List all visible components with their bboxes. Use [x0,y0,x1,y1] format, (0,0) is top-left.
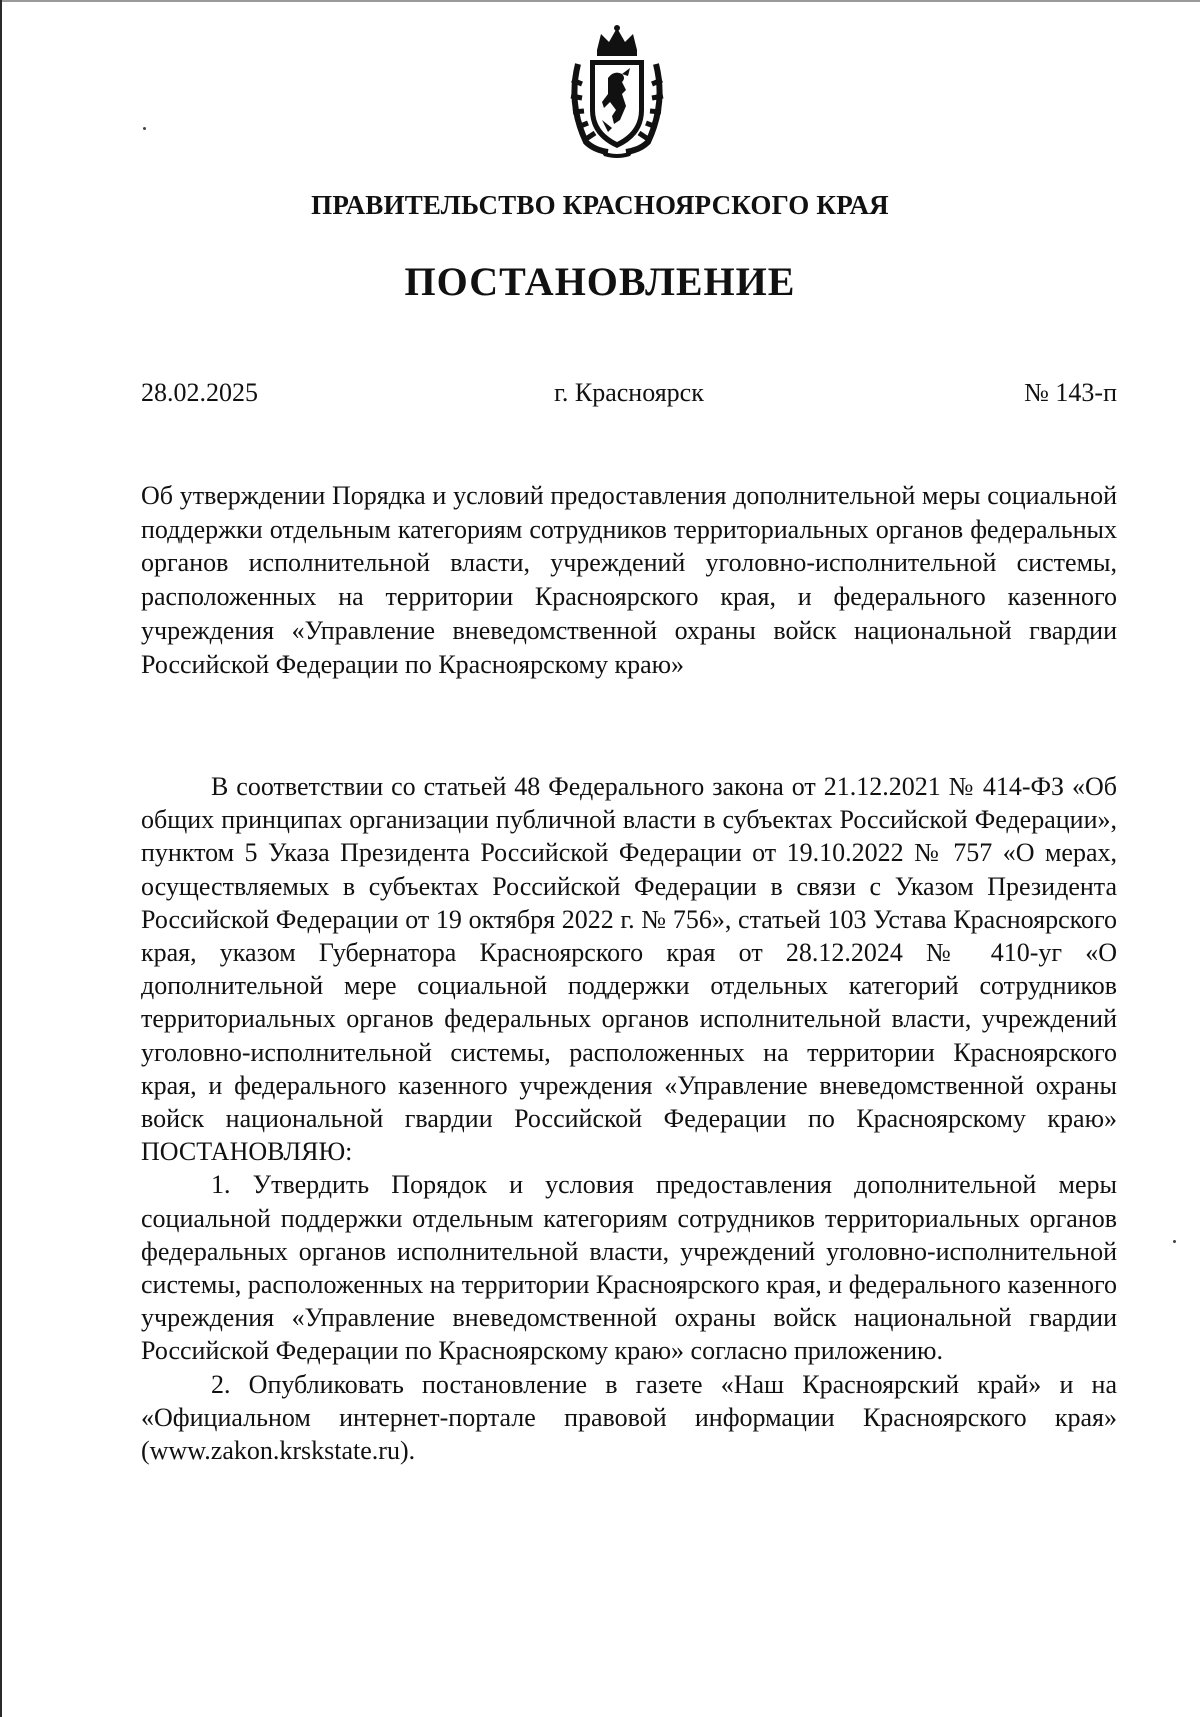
document-city: г. Красноярск [554,378,704,407]
item-2-paragraph: 2. Опубликовать постановление в газете «Наш Красноярский край» и на «Официальном интернет-портале правовой информации Красноярского края» (www.zakon.krskstate.ru). [141,1369,1117,1466]
preamble-paragraph: В соответствии со статьей 48 Федерального закона от 21.12.2021 № 414-ФЗ «Об общих принципах организации публичной власти в субъектах Российской Федерации», пунктом 5 Указа Президента Российской Федерации от 19.10.2022 № 757 «О мерах, осуществляемых в субъектах Российской Федерации в связи с Указом Президента Российской Федерации от 19 октября 2022 г. № 756», статьей 103 Устава Красноярского края, указом Губернатора Красноярского края от 28.12.2024 № 410-уг «О дополнительной мере социальной поддержки отдельных категорий сотрудников территориальных органов федеральных органов исполнительной власти, учреждений уголовно-исполнительной системы, расположенных на территории Красноярского края, и федерального казенного учреждения «Управление вневедомственной охраны войск национальной гвардии Российской Федерации по Красноярскому краю» ПОСТАНОВЛЯЮ: [141,772,1117,1167]
organization-name: ПРАВИТЕЛЬСТВО КРАСНОЯРСКОГО КРАЯ [311,190,889,220]
scan-speck [1173,1240,1176,1243]
scan-speck [143,127,146,130]
document-title: Об утверждении Порядка и условий предоставления дополнительной меры социальной поддержки отдельным категориям сотрудников территориальных органов федеральных органов исполнительной власти, учреждений уголовно-исполнительной системы, расположенных на территории Красноярского края, и федерального казенного учреждения «Управление вневедомственной охраны войск национальной гвардии Российской Федерации по Красноярскому краю» [141,481,1117,679]
item-1-paragraph: 1. Утвердить Порядок и условия предоставления дополнительной меры социальной поддержки отдельным категориям сотрудников территориальных органов федеральных органов исполнительной власти, учреждений уголовно-исполнительной системы, расположенных на территории Красноярского края, и федерального казенного учреждения «Управление вневедомственной охраны войск национальной гвардии Российской Федерации по Красноярскому краю» согласно приложению. [141,1170,1117,1366]
coat-of-arms-icon [564,24,670,158]
scan-edge-top [0,0,1200,2]
document-date: 28.02.2025 [141,378,258,407]
document-number: № 143-п [1024,378,1117,407]
document-type-heading: ПОСТАНОВЛЕНИЕ [404,259,796,304]
document-body [141,770,1117,1467]
